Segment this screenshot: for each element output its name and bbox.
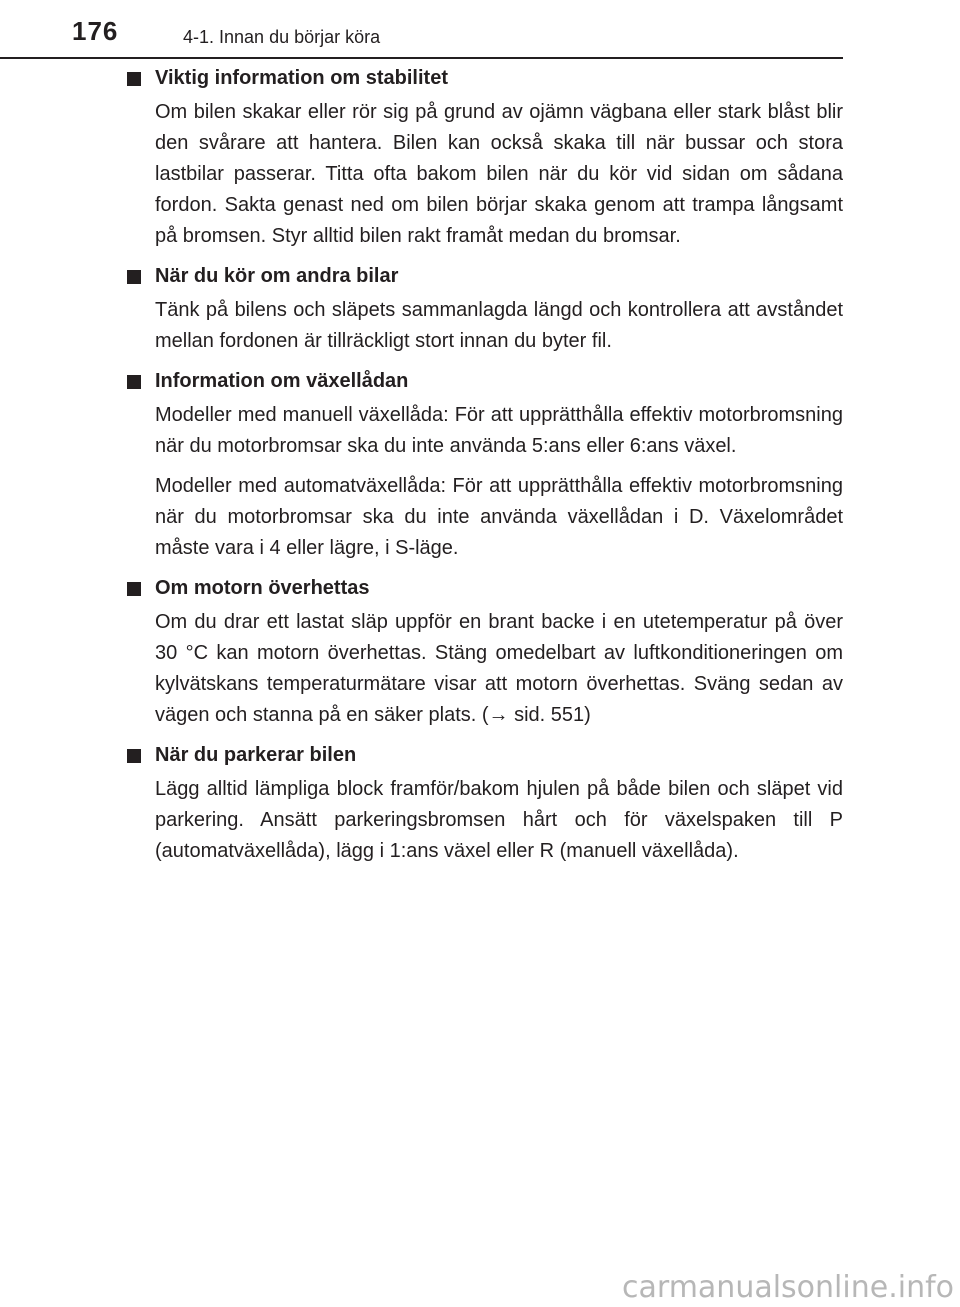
square-bullet-icon (127, 582, 141, 596)
paragraph: Modeller med automatväxellåda: För att upprätthålla effektiv motorbromsning när du motorbromsar ska du inte använda växellådan i D. Växelområdet måste vara i 4 eller lägre, i S-läge. (155, 475, 843, 559)
section-heading (127, 573, 843, 604)
square-bullet-icon (127, 72, 141, 86)
section-heading-text: Om motorn överhettas (155, 577, 370, 599)
paragraph: Om bilen skakar eller rör sig på grund av ojämn vägbana eller stark blåst blir den svårare att hantera. Bilen kan också skaka till när bussar och stora lastbilar passerar. Titta ofta bakom bilen när du kör vid sidan om sådana fordon. Sakta genast ned om bilen börjar skaka genom att trampa långsamt på bromsen. Styr alltid bilen rakt framåt medan du bromsar. (155, 101, 843, 247)
section-overtaking (127, 261, 843, 357)
section-parking (127, 740, 843, 867)
paragraph: Lägg alltid lämpliga block framför/bakom hjulen på både bilen och släpet vid parkering. Ansätt parkeringsbromsen hårt och för växelspaken till P (automatväxellåda), lägg i 1:ans växel eller R (manuell växellåda). (155, 778, 843, 862)
section-transmission (127, 366, 843, 564)
section-overheating (127, 573, 843, 731)
page-number: 176 (72, 16, 119, 46)
watermark: carmanualsonline.info (622, 1270, 954, 1305)
square-bullet-icon (127, 749, 141, 763)
section-heading-text: Information om växellådan (155, 370, 409, 392)
section-heading-text: Viktig information om stabilitet (155, 67, 448, 89)
section-heading (127, 366, 843, 397)
section-heading-text: När du parkerar bilen (155, 744, 357, 766)
paragraph: Tänk på bilens och släpets sammanlagda längd och kontrollera att avståndet mellan fordonen är tillräckligt stort innan du byter fil. (155, 299, 843, 352)
header-divider (0, 57, 843, 59)
section-stability (127, 63, 843, 252)
chapter-title: 4-1. Innan du börjar köra (183, 27, 381, 47)
section-heading-text: När du kör om andra bilar (155, 265, 399, 287)
section-heading (127, 63, 843, 94)
page-content (127, 63, 843, 876)
square-bullet-icon (127, 375, 141, 389)
section-heading (127, 261, 843, 292)
square-bullet-icon (127, 270, 141, 284)
paragraph: Om du drar ett lastat släp uppför en brant backe i en utetemperatur på över 30 °C kan motorn överhettas. Stäng omedelbart av luftkonditioneringen om kylvätskans temperaturmätare visar att motorn överhettas. Sväng sedan av vägen och stanna på en säker plats. (→ sid. 551) (155, 611, 843, 726)
section-heading (127, 740, 843, 771)
paragraph: Modeller med manuell växellåda: För att upprätthålla effektiv motorbromsning när du motorbromsar ska du inte använda 5:ans eller 6:ans växel. (155, 404, 843, 457)
page-header (0, 0, 960, 60)
